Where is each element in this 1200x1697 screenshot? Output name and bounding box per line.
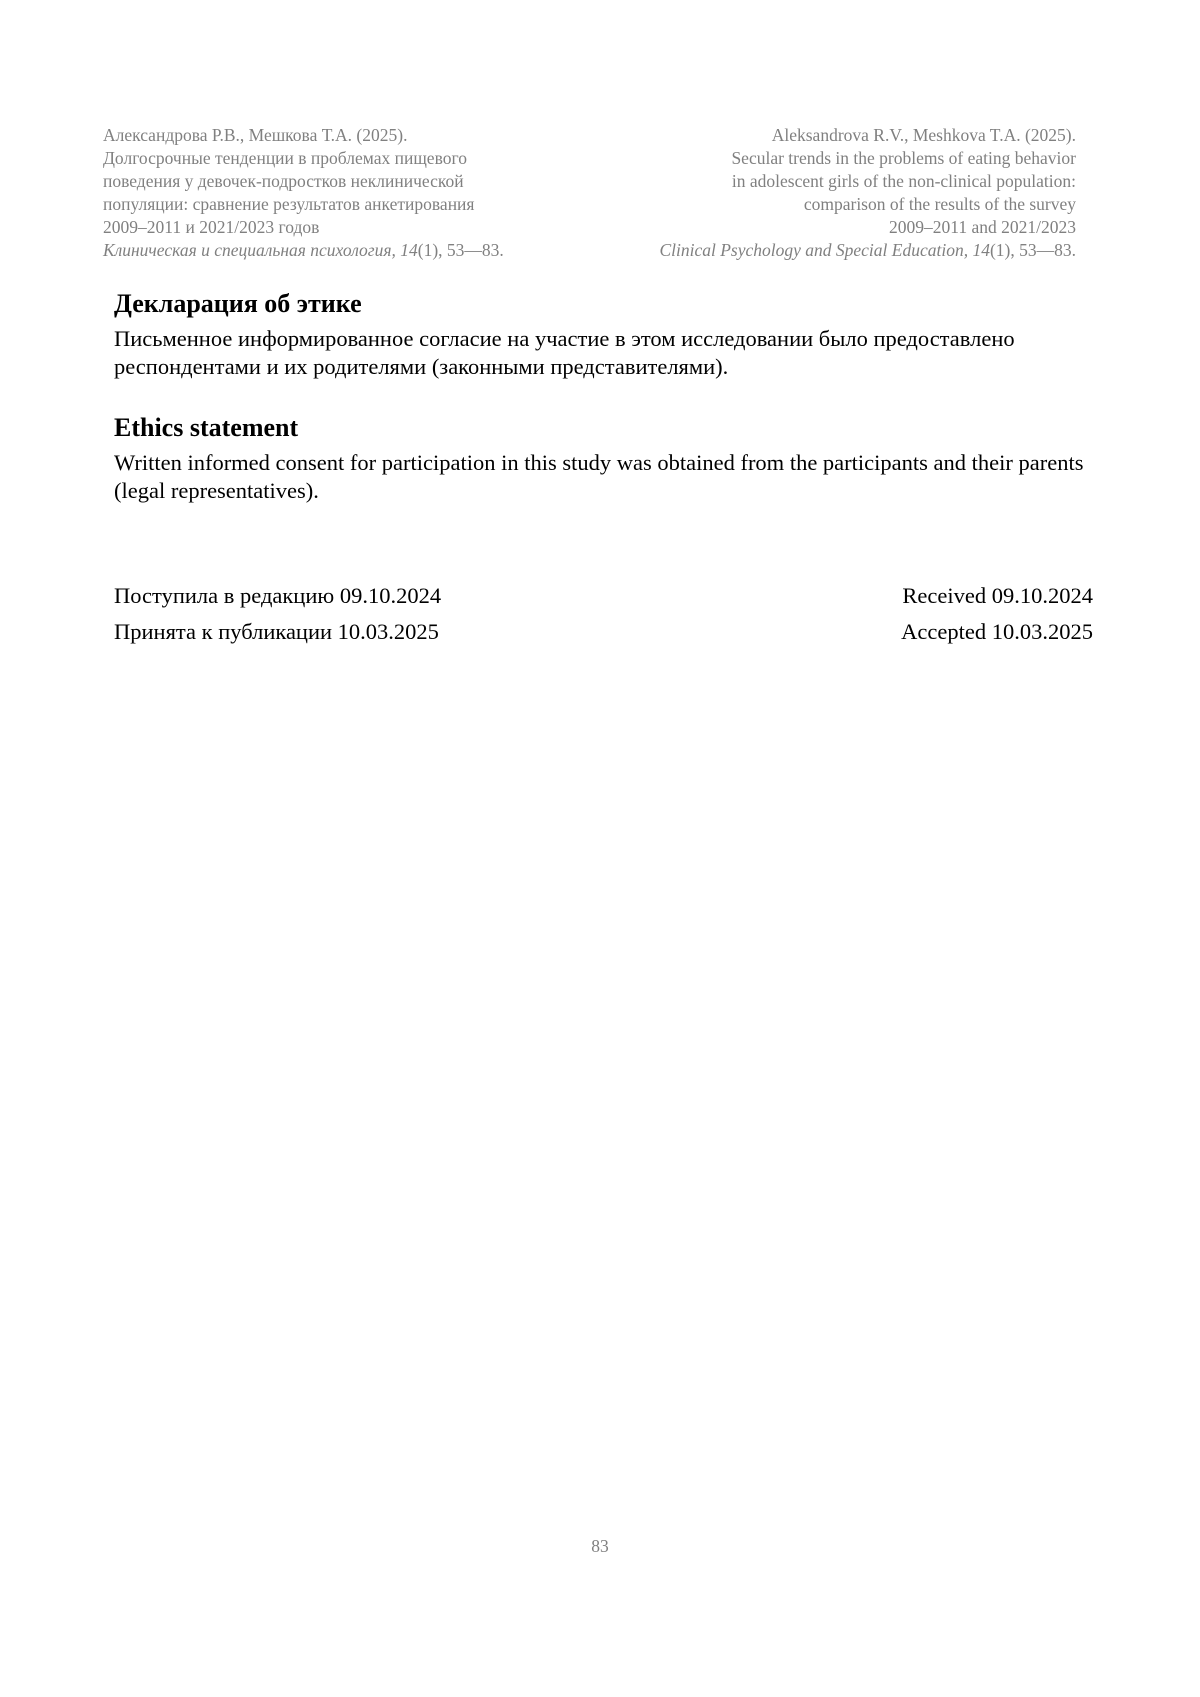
ethics-text-en: Written informed consent for participation in this study was obtained from the participants and their parents (legal representatives). (114, 450, 1084, 503)
header-en-line: comparison of the results of the survey (803, 194, 1076, 214)
header-ru-line: Александрова Р.В., Мешкова Т.А. (2025). (103, 125, 408, 145)
page-number: 83 (591, 1536, 609, 1556)
header-en-line: Aleksandrova R.V., Meshkova T.A. (2025). (771, 125, 1076, 145)
header-ru-line: 2009–2011 и 2021/2023 годов (103, 217, 320, 237)
header-en-line: in adolescent girls of the non-clinical population: (731, 171, 1076, 191)
header-ru-line: поведения у девочек-подростков неклинической (103, 171, 464, 191)
accepted-date-en: Accepted 10.03.2025 (901, 619, 1093, 644)
running-header (103, 124, 1076, 262)
header-en-journal: Clinical Psychology and Special Education, 14 (659, 240, 990, 260)
ethics-section-en (114, 411, 1094, 505)
received-row (114, 578, 1093, 614)
header-ru-citation (103, 239, 504, 262)
header-ru-issue: (1), 53—83. (417, 240, 504, 260)
accepted-date-ru: Принята к публикации 10.03.2025 (114, 619, 439, 644)
header-en-line: 2009–2011 and 2021/2023 (889, 217, 1076, 237)
ethics-text-ru: Письменное информированное согласие на участие в этом исследовании было предоставлено респондентами и их родителями (законными представителями). (114, 326, 1015, 379)
ethics-section-ru (114, 287, 1094, 381)
received-date-ru: Поступила в редакцию 09.10.2024 (114, 583, 442, 608)
header-en-issue: (1), 53—83. (989, 240, 1076, 260)
header-ru-line: популяции: сравнение результатов анкетирования (103, 194, 475, 214)
running-header-ru (103, 124, 504, 262)
accepted-row (114, 614, 1093, 650)
ethics-heading-ru: Декларация об этике (114, 289, 362, 318)
received-date-en: Received 09.10.2024 (902, 583, 1093, 608)
ethics-heading-en: Ethics statement (114, 413, 299, 442)
header-en-citation (659, 239, 1076, 262)
header-ru-journal: Клиническая и специальная психология, 14 (103, 240, 418, 260)
header-en-line: Secular trends in the problems of eating behavior (731, 148, 1076, 168)
running-header-en (659, 124, 1076, 262)
submission-dates (114, 578, 1093, 650)
header-ru-line: Долгосрочные тенденции в проблемах пищевого (103, 148, 467, 168)
